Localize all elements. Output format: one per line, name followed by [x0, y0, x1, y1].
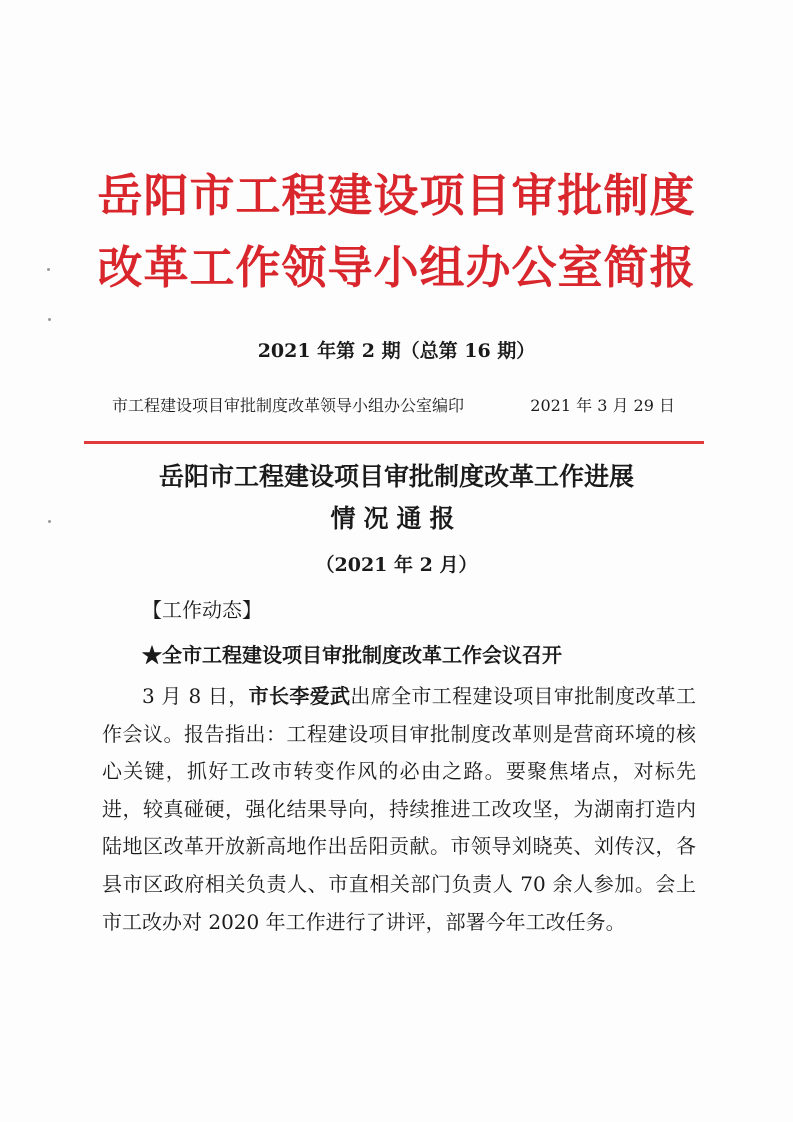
binding-hole-mark — [48, 318, 51, 321]
paragraph-body: 出席全市工程建设项目审批制度改革工作会议。报告指出：工程建设项目审批制度改革则是营商环境的核心关键，抓好工改市转变作风的必由之路。要聚焦堵点，对标先进，较真碰硬，强化结果导向，持续推进工改攻坚，为湖南打造内陆地区改革开放新高地作出岳阳贡献。市领导刘晓英、刘传汉，各县市区政府相关负责人、市直相关部门负责人 70 余人参加。会上市工改办对 2020 年工作进行了讲评，部署今年工改任务。 — [102, 684, 697, 934]
report-title-line2: 情况通报 — [330, 504, 463, 533]
section-label: 【工作动态】 — [142, 598, 262, 622]
masthead-title-line1: 岳阳市工程建设项目审批制度 — [97, 169, 696, 222]
news-paragraph — [102, 678, 696, 941]
masthead-title-line2: 改革工作领导小组办公室简报 — [97, 241, 696, 294]
red-divider-rule — [84, 441, 704, 444]
news-headline: ★全市工程建设项目审批制度改革工作会议召开 — [142, 643, 562, 667]
issue-number: 2021 年第 2 期（总第 16 期） — [257, 340, 536, 362]
report-title-line1: 岳阳市工程建设项目审批制度改革工作进展 — [158, 462, 634, 491]
publish-date: 2021 年 3 月 29 日 — [530, 396, 675, 415]
paragraph-bold-name: 市长李爱武 — [248, 684, 351, 708]
editor-line: 市工程建设项目审批制度改革领导小组办公室编印 — [112, 396, 465, 415]
paragraph-lead: 3 月 8 日， — [142, 684, 249, 708]
report-period: （2021 年 2 月） — [315, 554, 478, 576]
